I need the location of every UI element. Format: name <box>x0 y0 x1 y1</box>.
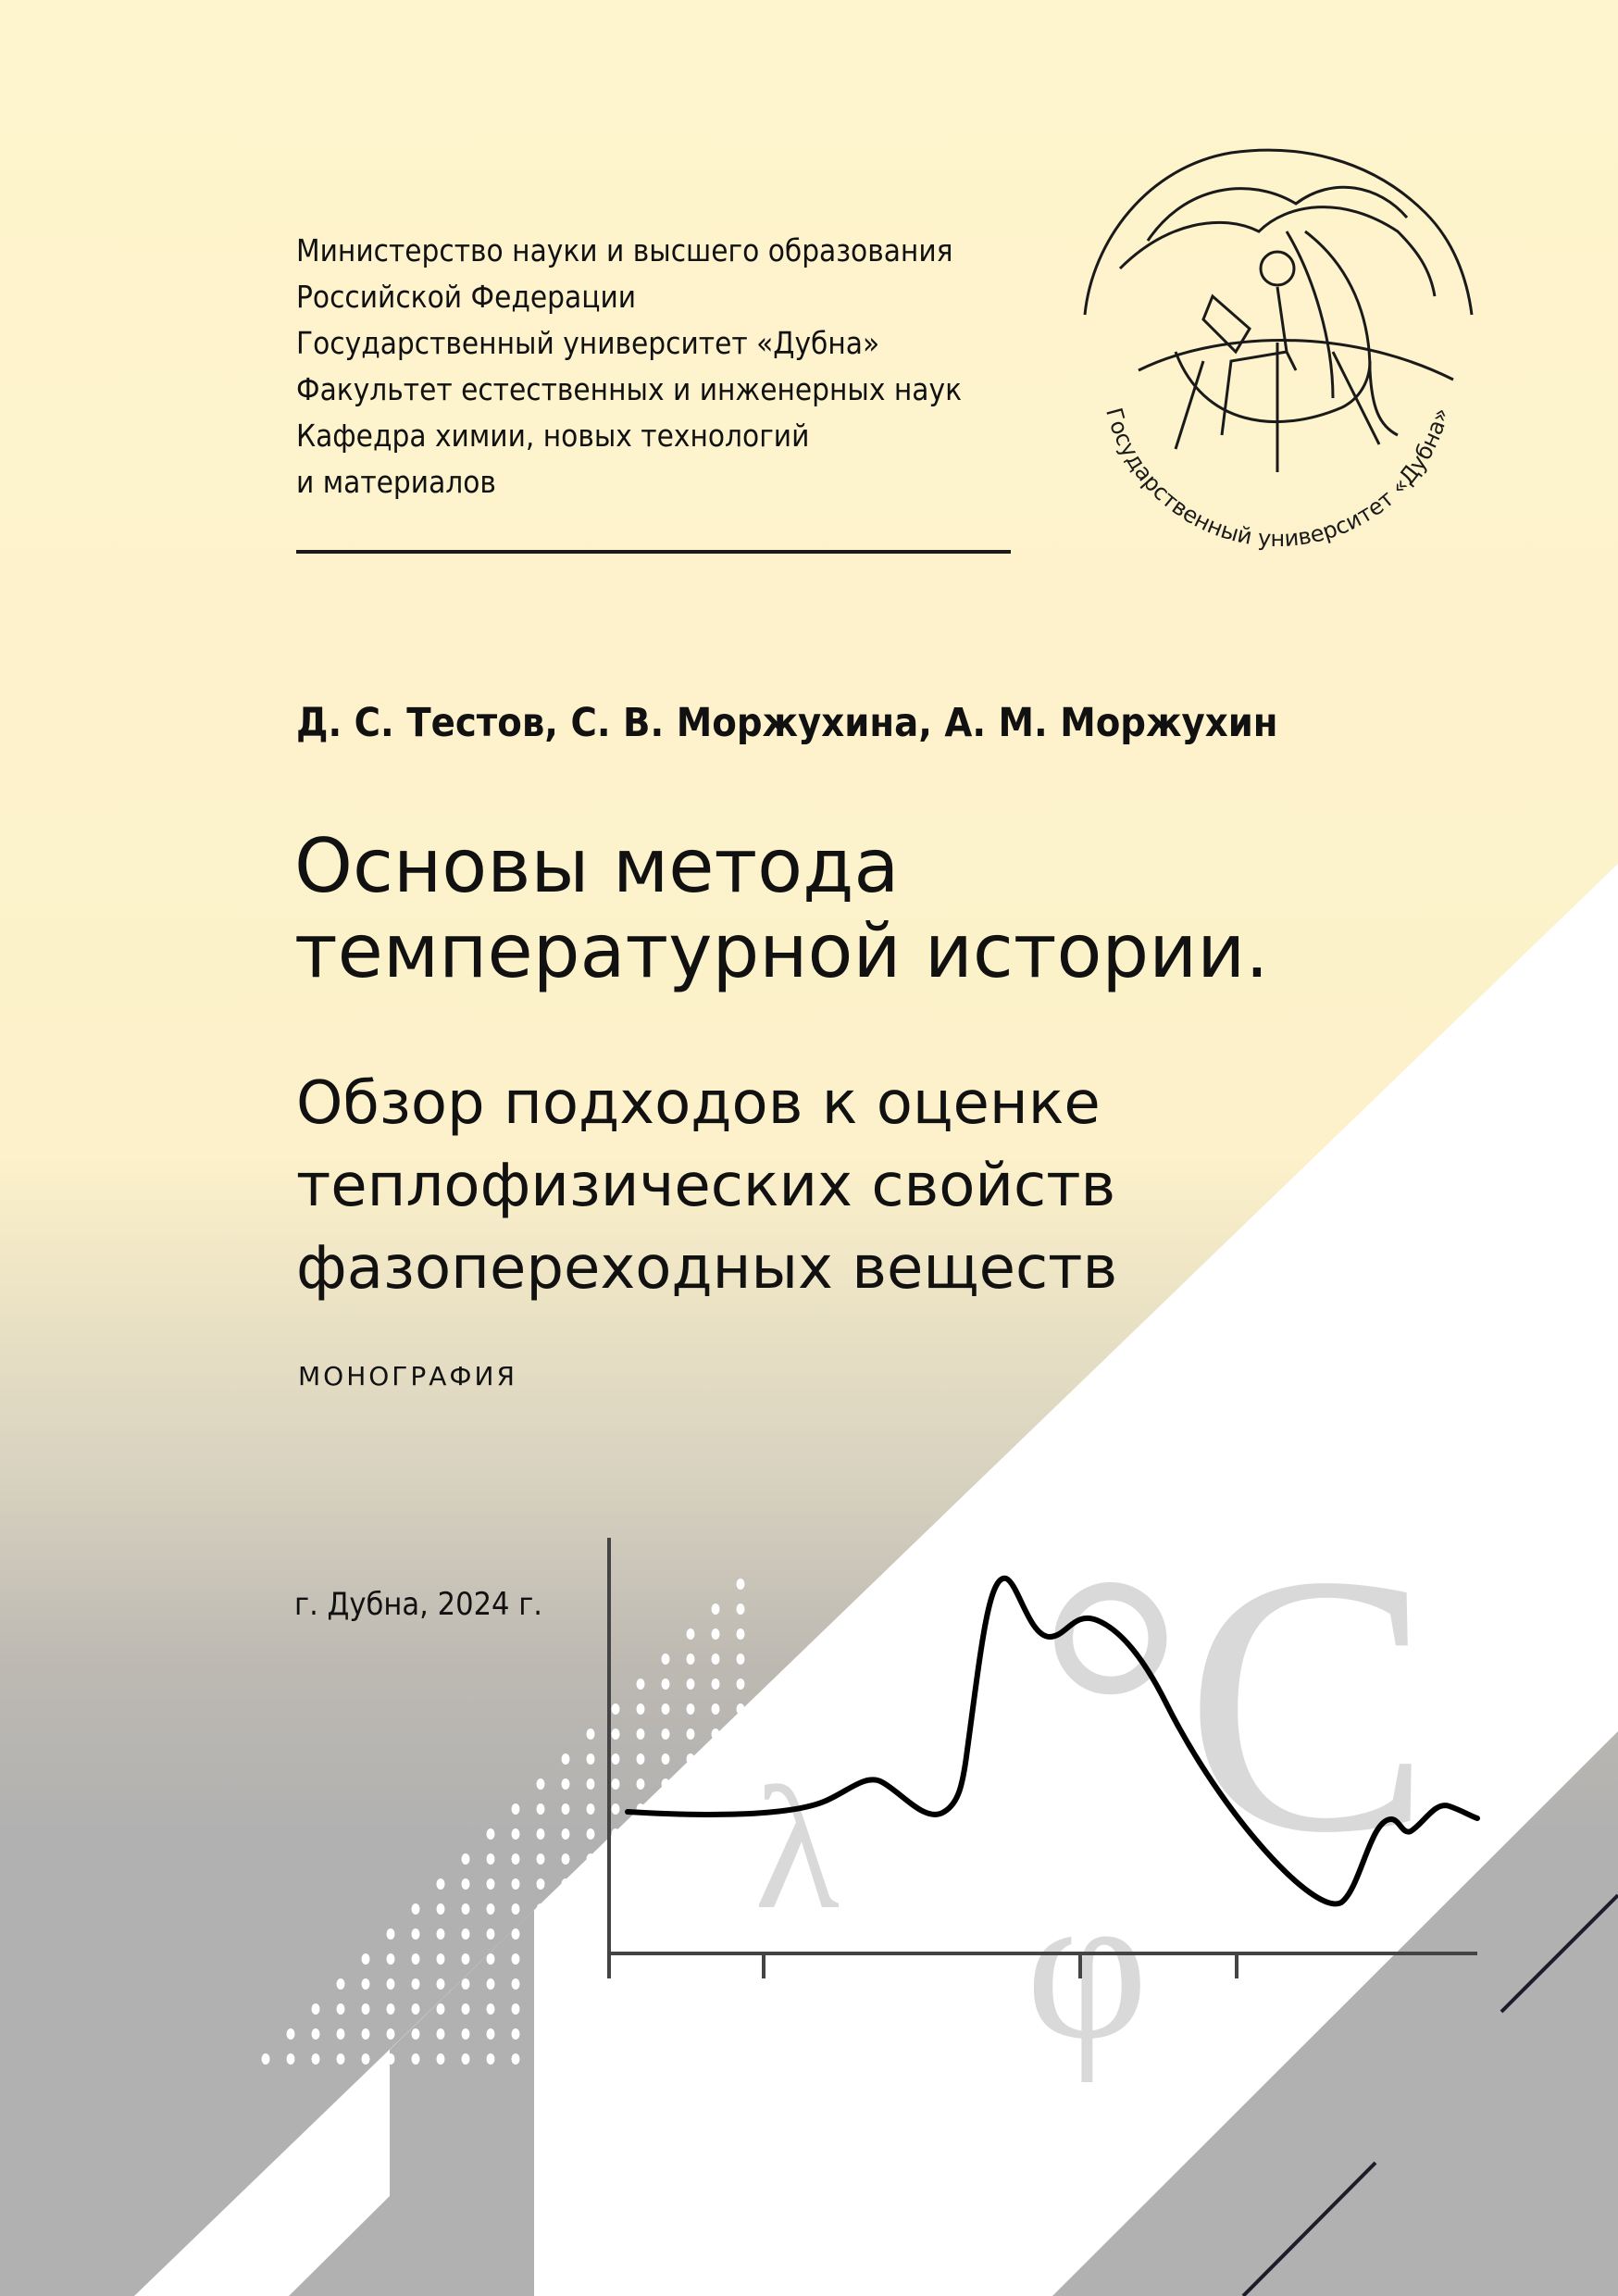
dot <box>662 1653 670 1665</box>
dot <box>337 2053 345 2065</box>
dot <box>512 2053 520 2065</box>
dot <box>287 2028 295 2040</box>
dot <box>612 1778 620 1790</box>
dot <box>562 1778 570 1790</box>
dot <box>562 1978 570 1990</box>
subtitle-line: теплофизических свойств <box>296 1152 1116 1220</box>
dot <box>537 1978 545 1990</box>
dot <box>512 1803 520 1815</box>
dot <box>612 1728 620 1740</box>
dot <box>287 2053 295 2065</box>
dot <box>387 1953 395 1965</box>
dot <box>687 1928 695 1940</box>
institution-block <box>296 228 1036 505</box>
book-subtitle <box>296 1063 1117 1310</box>
dot <box>612 1753 620 1765</box>
dot <box>362 1953 370 1965</box>
dot <box>712 1653 720 1665</box>
dot <box>662 1853 670 1865</box>
dot <box>612 1878 620 1890</box>
dot <box>587 2053 595 2065</box>
dot <box>712 1603 720 1615</box>
institution-line: и материалов <box>296 464 496 500</box>
dot <box>587 2028 595 2040</box>
dot <box>537 1878 545 1890</box>
dot <box>387 2003 395 2015</box>
dot <box>562 1953 570 1965</box>
dot <box>712 2053 720 2065</box>
dot <box>612 2003 620 2015</box>
dot <box>312 2028 320 2040</box>
dot <box>587 1803 595 1815</box>
dot <box>737 1928 745 1940</box>
dot <box>362 2003 370 2015</box>
dot <box>412 1978 420 1990</box>
dot <box>562 2053 570 2065</box>
dot <box>587 1828 595 1840</box>
dot <box>687 1628 695 1640</box>
dot <box>712 1878 720 1890</box>
university-logo <box>1064 130 1490 555</box>
dot <box>362 1978 370 1990</box>
dot <box>562 2003 570 2015</box>
dot <box>737 1903 745 1915</box>
dot <box>512 1928 520 1940</box>
dot <box>612 1978 620 1990</box>
dot <box>537 1928 545 1940</box>
dot <box>637 1903 645 1915</box>
phi-symbol: φ <box>1026 1847 1149 2083</box>
dot <box>512 1828 520 1840</box>
degree-celsius-symbol: °C <box>1037 1499 1432 1909</box>
dot <box>462 1953 470 1965</box>
dot <box>637 1703 645 1715</box>
dot <box>312 2053 320 2065</box>
dot <box>637 1878 645 1890</box>
institution-line: Государственный университет «Дубна» <box>296 325 880 361</box>
dot <box>587 2003 595 2015</box>
dot <box>462 1928 470 1940</box>
institution-line: Факультет естественных и инженерных наук <box>296 371 963 407</box>
divider <box>296 550 1011 554</box>
dot <box>637 1853 645 1865</box>
dot <box>437 1903 445 1915</box>
dot <box>687 1903 695 1915</box>
imprint: г. Дубна, 2024 г. <box>294 1586 543 1623</box>
dot <box>337 2028 345 2040</box>
dot <box>712 1778 720 1790</box>
dot <box>662 1878 670 1890</box>
dot <box>362 2028 370 2040</box>
dot <box>537 1953 545 1965</box>
dot <box>687 1653 695 1665</box>
dot <box>662 1703 670 1715</box>
dot <box>537 2053 545 2065</box>
dot <box>412 2028 420 2040</box>
dot <box>737 2028 745 2040</box>
dot <box>637 1678 645 1690</box>
dot <box>587 1778 595 1790</box>
dot <box>687 1703 695 1715</box>
dot <box>737 1653 745 1665</box>
dot <box>462 1853 470 1865</box>
dot <box>487 2003 495 2015</box>
dot <box>537 1903 545 1915</box>
dot <box>737 1678 745 1690</box>
dot <box>662 1753 670 1765</box>
dot <box>387 2053 395 2065</box>
dot <box>712 1678 720 1690</box>
dot <box>537 2003 545 2015</box>
decorative-line <box>1243 2163 1375 2296</box>
dot <box>637 1728 645 1740</box>
dot <box>512 1953 520 1965</box>
dot <box>487 1878 495 1890</box>
dot <box>412 2053 420 2065</box>
dot <box>662 1678 670 1690</box>
dot <box>687 1828 695 1840</box>
dot <box>737 1978 745 1990</box>
dot <box>737 2003 745 2015</box>
subtitle-line: фазопереходных веществ <box>296 1234 1118 1303</box>
dot <box>687 1728 695 1740</box>
dot <box>487 2053 495 2065</box>
dot <box>512 1853 520 1865</box>
dot <box>537 1853 545 1865</box>
dot <box>512 1903 520 1915</box>
institution-line: Министерство науки и высшего образования <box>296 232 953 268</box>
dot <box>437 1978 445 1990</box>
dot <box>462 1978 470 1990</box>
dot <box>587 1728 595 1740</box>
dot <box>587 1903 595 1915</box>
lambda-symbol: λ <box>754 1752 840 1946</box>
dot <box>412 1953 420 1965</box>
dot <box>512 2003 520 2015</box>
authors: Д. С. Тестов, С. В. Моржухина, А. М. Моржухин <box>296 700 1278 746</box>
dot <box>462 2028 470 2040</box>
dot <box>587 1878 595 1890</box>
dot <box>387 1978 395 1990</box>
dot <box>637 1828 645 1840</box>
dot <box>312 2003 320 2015</box>
dot <box>637 2003 645 2015</box>
dot <box>712 1978 720 1990</box>
dot <box>387 1928 395 1940</box>
institution-line: Кафедра химии, новых технологий <box>296 418 810 454</box>
dot <box>737 1728 745 1740</box>
dot <box>437 2028 445 2040</box>
dot <box>737 1578 745 1590</box>
dot <box>412 2003 420 2015</box>
dot <box>512 1878 520 1890</box>
dot <box>537 1778 545 1790</box>
dot <box>487 1978 495 1990</box>
dot <box>587 1978 595 1990</box>
dot <box>612 1703 620 1715</box>
dot <box>612 1828 620 1840</box>
title-line: Основы метода <box>294 823 900 909</box>
dot <box>637 1978 645 1990</box>
dot <box>537 1803 545 1815</box>
dot <box>662 1728 670 1740</box>
dot <box>662 2028 670 2040</box>
dot <box>462 2053 470 2065</box>
dot <box>712 1828 720 1840</box>
dot <box>562 1928 570 1940</box>
book-title <box>294 824 1269 994</box>
dot <box>687 2003 695 2015</box>
dot <box>737 1703 745 1715</box>
dot <box>737 1828 745 1840</box>
dot <box>512 2028 520 2040</box>
dot <box>587 1953 595 1965</box>
dot <box>412 1903 420 1915</box>
dot <box>662 1778 670 1790</box>
dot <box>662 2003 670 2015</box>
dot <box>687 1678 695 1690</box>
dot <box>662 2053 670 2065</box>
dot <box>387 2028 395 2040</box>
dot <box>462 1903 470 1915</box>
dot <box>437 1928 445 1940</box>
dot <box>737 1853 745 1865</box>
dot <box>712 2003 720 2015</box>
dot <box>487 1853 495 1865</box>
institution-line: Российской Федерации <box>296 279 637 315</box>
decorative-line <box>1501 1895 1618 2012</box>
dot <box>687 1778 695 1790</box>
logo-ring-text: Государственный университет «Дубна» <box>1101 405 1454 553</box>
dot <box>612 1853 620 1865</box>
dot <box>562 2028 570 2040</box>
dot <box>712 1728 720 1740</box>
dot <box>337 2003 345 2015</box>
dot <box>737 1878 745 1890</box>
dot <box>712 1853 720 1865</box>
dot <box>437 1953 445 1965</box>
dot <box>712 1753 720 1765</box>
dot <box>262 2053 270 2065</box>
dot <box>562 1853 570 1865</box>
dot <box>612 1928 620 1940</box>
dot <box>612 2053 620 2065</box>
dot <box>337 1978 345 1990</box>
dot <box>737 1753 745 1765</box>
dot <box>437 1878 445 1890</box>
dot <box>662 1828 670 1840</box>
dot <box>512 1978 520 1990</box>
dot <box>737 1603 745 1615</box>
dot <box>712 2028 720 2040</box>
dot <box>637 1928 645 1940</box>
dot <box>737 1628 745 1640</box>
dot <box>662 1903 670 1915</box>
dot <box>437 2053 445 2065</box>
dot <box>687 1853 695 1865</box>
dot <box>637 2028 645 2040</box>
title-line: температурной истории. <box>294 908 1269 994</box>
dot <box>712 1903 720 1915</box>
dot <box>637 2053 645 2065</box>
dot <box>737 2053 745 2065</box>
dot <box>687 1978 695 1990</box>
dot <box>712 1928 720 1940</box>
dot <box>637 1753 645 1765</box>
dot <box>687 1878 695 1890</box>
dot <box>537 2028 545 2040</box>
dot <box>687 1753 695 1765</box>
dot <box>687 2028 695 2040</box>
dot <box>587 1853 595 1865</box>
dot <box>612 1803 620 1815</box>
dot <box>562 1803 570 1815</box>
subtitle-line: Обзор подходов к оценке <box>296 1069 1101 1138</box>
dot <box>562 1828 570 1840</box>
dot <box>462 2003 470 2015</box>
dot <box>562 1878 570 1890</box>
dot <box>437 2003 445 2015</box>
dot <box>412 1928 420 1940</box>
dot <box>612 1903 620 1915</box>
dot <box>587 1928 595 1940</box>
dot <box>537 1828 545 1840</box>
dot <box>487 1953 495 1965</box>
dot <box>487 2028 495 2040</box>
genre-label: МОНОГРАФИЯ <box>298 1361 517 1391</box>
dot <box>487 1828 495 1840</box>
dot <box>487 1928 495 1940</box>
dot <box>362 2053 370 2065</box>
dot <box>712 1628 720 1640</box>
dot <box>612 2028 620 2040</box>
dot <box>687 2053 695 2065</box>
dot <box>662 1928 670 1940</box>
dot <box>462 1878 470 1890</box>
dot <box>662 1978 670 1990</box>
dot <box>737 1778 745 1790</box>
dot <box>562 1753 570 1765</box>
dot <box>712 1703 720 1715</box>
dot <box>587 1753 595 1765</box>
dot <box>562 1903 570 1915</box>
dot <box>637 1778 645 1790</box>
dot <box>487 1903 495 1915</box>
